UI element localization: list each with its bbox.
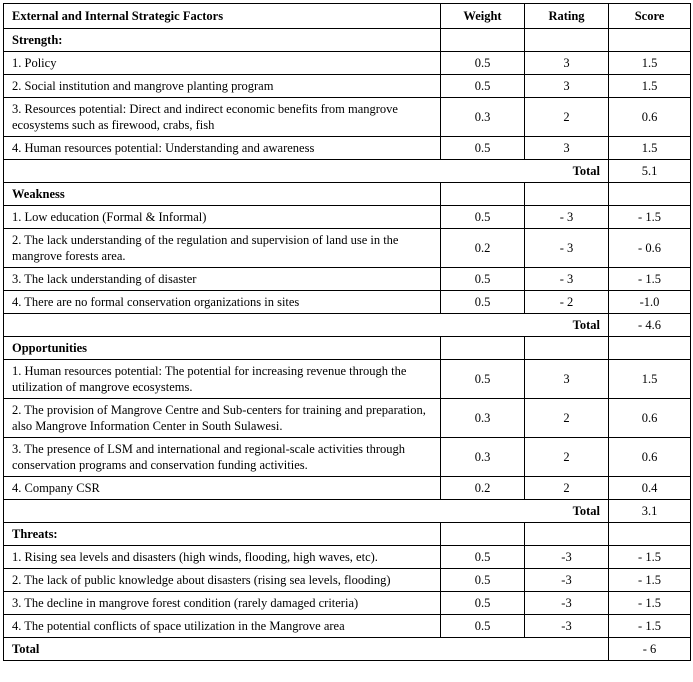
rating-cell: - 2 [525, 291, 609, 314]
factor-cell: 4. Human resources potential: Understanding and awareness [4, 137, 441, 160]
score-cell: 1.5 [609, 137, 691, 160]
total-value: - 4.6 [609, 314, 691, 337]
rating-cell: - 3 [525, 229, 609, 268]
factor-cell: 2. The provision of Mangrove Centre and Sub-centers for training and preparation, also Mangrove Information Center in South Sulawesi. [4, 399, 441, 438]
weight-cell: 0.5 [441, 569, 525, 592]
empty-cell [609, 337, 691, 360]
weight-cell: 0.5 [441, 137, 525, 160]
section-title-weakness: Weakness [4, 183, 441, 206]
factor-cell: 3. The lack understanding of disaster [4, 268, 441, 291]
factor-cell: 2. The lack of public knowledge about disasters (rising sea levels, flooding) [4, 569, 441, 592]
score-cell: - 0.6 [609, 229, 691, 268]
empty-cell [609, 183, 691, 206]
weight-cell: 0.5 [441, 615, 525, 638]
factor-cell: 4. Company CSR [4, 477, 441, 500]
rating-cell: -3 [525, 546, 609, 569]
total-value: - 6 [609, 638, 691, 661]
score-cell: 0.4 [609, 477, 691, 500]
factor-cell: 1. Rising sea levels and disasters (high winds, flooding, high waves, etc). [4, 546, 441, 569]
score-cell: - 1.5 [609, 569, 691, 592]
table-row [4, 477, 691, 500]
weight-cell: 0.3 [441, 399, 525, 438]
score-cell: - 1.5 [609, 546, 691, 569]
weight-cell: 0.5 [441, 546, 525, 569]
weight-cell: 0.5 [441, 291, 525, 314]
rating-cell: 2 [525, 399, 609, 438]
rating-cell: - 3 [525, 206, 609, 229]
table-row [4, 399, 691, 438]
weight-cell: 0.3 [441, 438, 525, 477]
rating-cell: 3 [525, 75, 609, 98]
total-label: Total [4, 314, 609, 337]
table-row [4, 291, 691, 314]
table-row [4, 546, 691, 569]
score-cell: - 1.5 [609, 206, 691, 229]
rating-cell: 2 [525, 477, 609, 500]
total-row-weakness [4, 314, 691, 337]
empty-cell [525, 183, 609, 206]
rating-cell: - 3 [525, 268, 609, 291]
score-cell: 0.6 [609, 98, 691, 137]
table-row [4, 268, 691, 291]
weight-cell: 0.2 [441, 229, 525, 268]
total-row-threats [4, 638, 691, 661]
table-row [4, 75, 691, 98]
table-row [4, 206, 691, 229]
score-cell: - 1.5 [609, 268, 691, 291]
rating-cell: 3 [525, 137, 609, 160]
empty-cell [525, 337, 609, 360]
table-row [4, 52, 691, 75]
total-row-opportunities [4, 500, 691, 523]
section-title-opportunities: Opportunities [4, 337, 441, 360]
section-title-strength: Strength: [4, 29, 441, 52]
weight-cell: 0.5 [441, 268, 525, 291]
rating-cell: -3 [525, 569, 609, 592]
weight-cell: 0.5 [441, 75, 525, 98]
factor-cell: 2. The lack understanding of the regulation and supervision of land use in the mangrove forests area. [4, 229, 441, 268]
table-row [4, 438, 691, 477]
total-row-strength [4, 160, 691, 183]
header-rating: Rating [525, 4, 609, 29]
factor-cell: 2. Social institution and mangrove planting program [4, 75, 441, 98]
total-value: 3.1 [609, 500, 691, 523]
score-cell: 1.5 [609, 360, 691, 399]
section-row-weakness [4, 183, 691, 206]
rating-cell: 2 [525, 98, 609, 137]
table-row [4, 592, 691, 615]
section-row-threats [4, 523, 691, 546]
section-row-opportunities [4, 337, 691, 360]
table-row [4, 615, 691, 638]
factor-cell: 4. The potential conflicts of space utilization in the Mangrove area [4, 615, 441, 638]
swot-factors-table [3, 3, 691, 661]
factor-cell: 1. Policy [4, 52, 441, 75]
weight-cell: 0.5 [441, 52, 525, 75]
table-row [4, 569, 691, 592]
factor-cell: 3. The presence of LSM and international and regional-scale activities through conservation programs and conservation funding activities. [4, 438, 441, 477]
rating-cell: -3 [525, 615, 609, 638]
header-weight: Weight [441, 4, 525, 29]
score-cell: - 1.5 [609, 615, 691, 638]
score-cell: 0.6 [609, 399, 691, 438]
table-row [4, 98, 691, 137]
score-cell: 1.5 [609, 52, 691, 75]
total-label: Total [4, 500, 609, 523]
factor-cell: 1. Human resources potential: The potential for increasing revenue through the utilization of mangrove ecosystems. [4, 360, 441, 399]
header-factor: External and Internal Strategic Factors [4, 4, 441, 29]
empty-cell [441, 183, 525, 206]
empty-cell [441, 337, 525, 360]
score-cell: -1.0 [609, 291, 691, 314]
score-cell: - 1.5 [609, 592, 691, 615]
table-row [4, 360, 691, 399]
total-label: Total [4, 160, 609, 183]
factor-cell: 4. There are no formal conservation organizations in sites [4, 291, 441, 314]
section-row-strength [4, 29, 691, 52]
empty-cell [525, 523, 609, 546]
empty-cell [441, 523, 525, 546]
table-row [4, 229, 691, 268]
total-label: Total [4, 638, 609, 661]
weight-cell: 0.5 [441, 360, 525, 399]
weight-cell: 0.3 [441, 98, 525, 137]
score-cell: 1.5 [609, 75, 691, 98]
empty-cell [609, 523, 691, 546]
empty-cell [441, 29, 525, 52]
table-row [4, 137, 691, 160]
empty-cell [609, 29, 691, 52]
rating-cell: 3 [525, 360, 609, 399]
total-value: 5.1 [609, 160, 691, 183]
header-score: Score [609, 4, 691, 29]
factor-cell: 1. Low education (Formal & Informal) [4, 206, 441, 229]
header-row [4, 4, 691, 29]
rating-cell: 3 [525, 52, 609, 75]
rating-cell: -3 [525, 592, 609, 615]
rating-cell: 2 [525, 438, 609, 477]
factor-cell: 3. Resources potential: Direct and indirect economic benefits from mangrove ecosystems such as firewood, crabs, fish [4, 98, 441, 137]
factor-cell: 3. The decline in mangrove forest condition (rarely damaged criteria) [4, 592, 441, 615]
score-cell: 0.6 [609, 438, 691, 477]
weight-cell: 0.5 [441, 206, 525, 229]
weight-cell: 0.5 [441, 592, 525, 615]
section-title-threats: Threats: [4, 523, 441, 546]
weight-cell: 0.2 [441, 477, 525, 500]
empty-cell [525, 29, 609, 52]
